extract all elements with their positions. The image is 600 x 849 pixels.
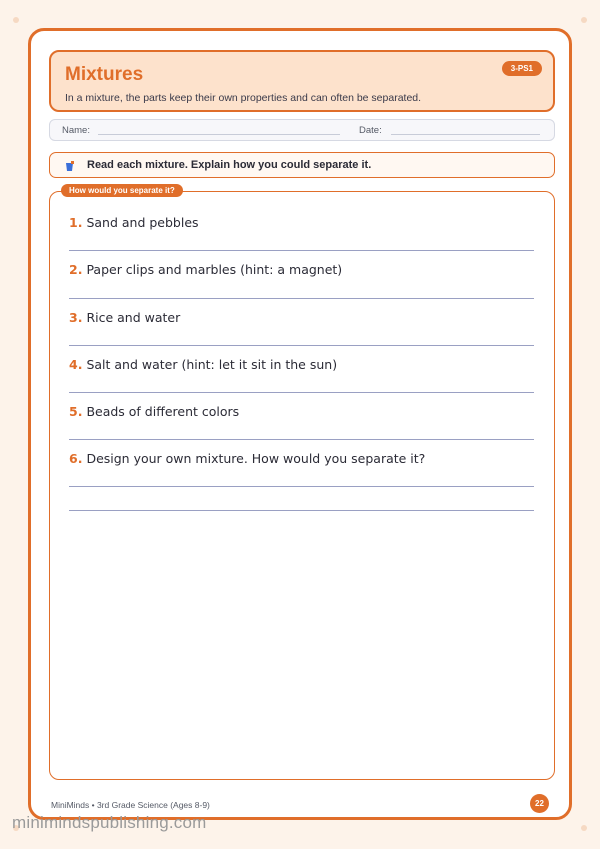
corner-dot (581, 825, 587, 831)
answer-line-4[interactable] (69, 392, 534, 393)
question-4 (69, 357, 337, 372)
question-number: 1. (69, 215, 83, 230)
title-banner (49, 50, 555, 112)
question-number: 2. (69, 262, 83, 277)
questions-section (49, 186, 555, 780)
standard-badge: 3-PS1 (502, 61, 542, 76)
question-text: Salt and water (hint: let it sit in the sun) (86, 357, 338, 372)
question-1 (69, 215, 199, 230)
question-number: 5. (69, 404, 83, 419)
question-text: Paper clips and marbles (hint: a magnet) (86, 262, 343, 277)
footer-text: MiniMinds • 3rd Grade Science (Ages 8-9) (51, 800, 210, 810)
question-text: Rice and water (86, 310, 181, 325)
instruction-box (49, 152, 555, 178)
watermark: minimindspublishing.com (12, 813, 207, 832)
question-number: 4. (69, 357, 83, 372)
instruction-text: Read each mixture. Explain how you could separate it. (87, 159, 372, 171)
date-field[interactable] (391, 134, 540, 135)
page-subtitle: In a mixture, the parts keep their own properties and can often be separated. (65, 92, 422, 104)
corner-dot (581, 17, 587, 23)
question-3 (69, 310, 180, 325)
answer-line-6a[interactable] (69, 486, 534, 487)
answer-line-3[interactable] (69, 345, 534, 346)
name-field[interactable] (98, 134, 340, 135)
answer-line-1[interactable] (69, 250, 534, 251)
answer-line-5[interactable] (69, 439, 534, 440)
question-number: 3. (69, 310, 83, 325)
answer-line-6b[interactable] (69, 510, 534, 511)
question-5 (69, 404, 239, 419)
section-tab: How would you separate it? (61, 184, 183, 197)
worksheet-page (28, 28, 572, 820)
name-date-bar (49, 119, 555, 141)
question-number: 6. (69, 451, 83, 466)
question-6 (69, 451, 425, 466)
question-2 (69, 262, 342, 277)
corner-dot (13, 17, 19, 23)
name-label: Name: (62, 125, 90, 136)
answer-line-2[interactable] (69, 298, 534, 299)
pencil-cup-icon (65, 161, 75, 171)
question-text: Design your own mixture. How would you separate it? (86, 451, 426, 466)
question-text: Beads of different colors (86, 404, 240, 419)
page-number-badge: 22 (530, 794, 549, 813)
date-label: Date: (359, 125, 382, 136)
page-title: Mixtures (65, 64, 144, 85)
question-text: Sand and pebbles (86, 215, 199, 230)
